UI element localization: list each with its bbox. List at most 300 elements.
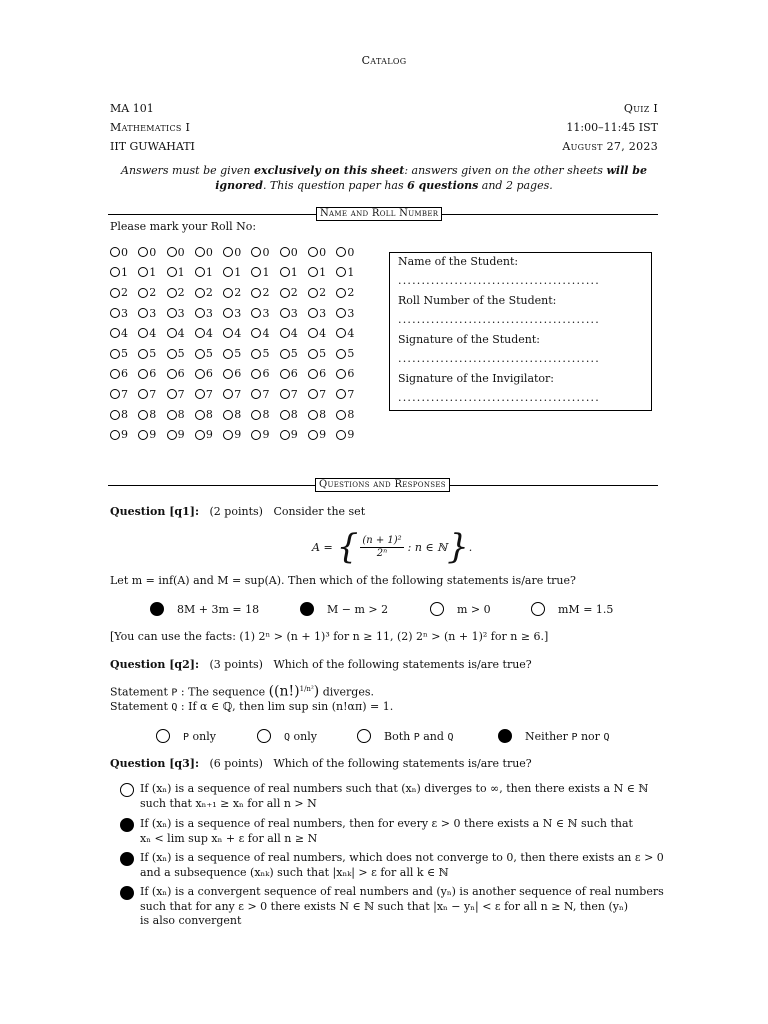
roll-bubble-circle[interactable] (138, 410, 148, 420)
roll-number-field[interactable]: ........................................... (398, 313, 600, 326)
roll-bubble-circle[interactable] (280, 308, 290, 318)
quiz-time: 11:00–11:45 IST (566, 121, 658, 134)
roll-bubble-circle[interactable] (251, 288, 261, 298)
q3-option-3[interactable] (120, 851, 665, 880)
q1-option-1-label: 8M + 3m = 18 (177, 602, 260, 616)
roll-bubble-col2-digit-1[interactable] (138, 266, 166, 279)
roll-bubble-circle[interactable] (167, 430, 177, 440)
q2-p-expr: ((n!) (268, 683, 300, 700)
q2-option-3[interactable] (357, 729, 453, 743)
roll-bubble-col4-digit-4[interactable] (195, 327, 223, 340)
q2-option-1-bubble[interactable] (156, 729, 170, 743)
roll-bubble-circle[interactable] (110, 308, 120, 318)
roll-bubble-col3-digit-9[interactable] (167, 428, 195, 441)
roll-bubble-col3-digit-3[interactable] (167, 307, 195, 320)
roll-bubble-col4-digit-6[interactable] (195, 367, 223, 380)
roll-bubble-col9-digit-8[interactable] (336, 408, 364, 421)
roll-bubble-col2-digit-4[interactable] (138, 327, 166, 340)
roll-bubble-circle[interactable] (280, 267, 290, 277)
roll-bubble-digit: 6 (205, 367, 213, 381)
roll-bubble-col5-digit-4[interactable] (223, 327, 251, 340)
roll-bubble-circle[interactable] (280, 410, 290, 420)
roll-bubble-col7-digit-6[interactable] (280, 367, 308, 380)
roll-bubble-circle[interactable] (195, 389, 205, 399)
roll-bubble-circle[interactable] (280, 247, 290, 257)
roll-bubble-circle[interactable] (167, 410, 177, 420)
roll-bubble-circle[interactable] (223, 288, 233, 298)
roll-bubble-circle[interactable] (280, 369, 290, 379)
q3-option-4-line-3: is also convergent (140, 914, 242, 927)
course-name: Mathematics I (110, 121, 191, 134)
roll-bubble-circle[interactable] (138, 369, 148, 379)
roll-bubble-circle[interactable] (110, 288, 120, 298)
roll-bubble-col3-digit-1[interactable] (167, 266, 195, 279)
roll-bubble-col8-digit-9[interactable] (308, 428, 336, 441)
q2-q-label: Statement (110, 700, 172, 713)
roll-bubble-circle[interactable] (308, 410, 318, 420)
roll-bubble-circle[interactable] (336, 349, 346, 359)
roll-bubble-digit: 1 (262, 265, 270, 279)
roll-bubble-circle[interactable] (251, 328, 261, 338)
roll-bubble-col9-digit-4[interactable] (336, 327, 364, 340)
roll-bubble-col2-digit-7[interactable] (138, 388, 166, 401)
roll-bubble-col1-digit-7[interactable] (110, 388, 138, 401)
q3-option-3-bubble[interactable] (120, 852, 134, 866)
student-name-field[interactable]: ........................................... (398, 274, 600, 287)
roll-bubble-col4-digit-5[interactable] (195, 347, 223, 360)
roll-bubble-circle[interactable] (110, 430, 120, 440)
roll-bubble-col4-digit-3[interactable] (195, 307, 223, 320)
q3-option-2-bubble[interactable] (120, 818, 134, 832)
roll-bubble-circle[interactable] (138, 247, 148, 257)
roll-bubble-circle[interactable] (308, 349, 318, 359)
roll-bubble-col6-digit-4[interactable] (251, 327, 279, 340)
q2-option-1-text: only (189, 729, 216, 743)
roll-bubble-col3-digit-8[interactable] (167, 408, 195, 421)
roll-bubble-circle[interactable] (308, 389, 318, 399)
section-label-questions: Questions and Responses (315, 478, 450, 492)
roll-bubble-circle[interactable] (167, 308, 177, 318)
q1-prompt: Consider the set (273, 505, 366, 518)
roll-bubble-col9-digit-7[interactable] (336, 388, 364, 401)
roll-bubble-circle[interactable] (251, 308, 261, 318)
roll-bubble-circle[interactable] (336, 389, 346, 399)
roll-bubble-digit: 5 (234, 347, 242, 361)
roll-bubble-circle[interactable] (280, 328, 290, 338)
roll-bubble-circle[interactable] (167, 247, 177, 257)
roll-bubble-circle[interactable] (110, 389, 120, 399)
q1-fraction (360, 535, 403, 560)
roll-bubble-circle[interactable] (308, 288, 318, 298)
roll-bubble-digit: 1 (177, 265, 185, 279)
roll-bubble-col6-digit-8[interactable] (251, 408, 279, 421)
roll-bubble-digit: 7 (234, 387, 242, 401)
q3-option-2-line-2: xₙ < lim sup xₙ + ε for all n ≥ N (140, 831, 318, 845)
roll-bubble-col9-digit-3[interactable] (336, 307, 364, 320)
roll-row-8 (110, 404, 365, 424)
roll-bubble-col8-digit-2[interactable] (308, 286, 336, 299)
q1-option-4[interactable] (531, 602, 613, 616)
roll-bubble-col1-digit-5[interactable] (110, 347, 138, 360)
roll-bubble-col3-digit-0[interactable] (167, 246, 195, 259)
roll-bubble-circle[interactable] (138, 430, 148, 440)
roll-bubble-digit: 0 (290, 245, 298, 259)
roll-bubble-digit: 4 (234, 326, 242, 340)
roll-bubble-circle[interactable] (167, 369, 177, 379)
roll-bubble-digit: 1 (234, 265, 242, 279)
roll-bubble-circle[interactable] (336, 267, 346, 277)
roll-bubble-digit: 9 (177, 428, 185, 442)
roll-bubble-circle[interactable] (223, 369, 233, 379)
roll-bubble-col5-digit-1[interactable] (223, 266, 251, 279)
roll-bubble-circle[interactable] (223, 410, 233, 420)
roll-bubble-digit: 8 (205, 408, 213, 422)
q2-option-2-bubble[interactable] (257, 729, 271, 743)
roll-bubble-circle[interactable] (308, 308, 318, 318)
roll-bubble-digit: 2 (177, 286, 185, 300)
q1-option-2[interactable] (300, 602, 388, 616)
roll-bubble-circle[interactable] (251, 430, 261, 440)
roll-bubble-digit: 2 (319, 286, 327, 300)
q1-option-4-bubble[interactable] (531, 602, 545, 616)
roll-bubble-circle[interactable] (110, 349, 120, 359)
q2-option-1-label (183, 730, 216, 743)
roll-bubble-col1-digit-0[interactable] (110, 246, 138, 259)
roll-bubble-circle[interactable] (280, 389, 290, 399)
roll-bubble-circle[interactable] (336, 288, 346, 298)
roll-bubble-col7-digit-0[interactable] (280, 246, 308, 259)
roll-bubble-digit: 8 (121, 408, 128, 422)
q3-option-4-bubble[interactable] (120, 886, 134, 900)
roll-bubble-digit: 4 (262, 326, 270, 340)
q1-option-3[interactable] (430, 602, 491, 616)
roll-bubble-circle[interactable] (336, 369, 346, 379)
roll-bubble-col5-digit-3[interactable] (223, 307, 251, 320)
instr-text-2: : answers given on the other sheets (404, 164, 607, 177)
q2-option-3-bubble[interactable] (357, 729, 371, 743)
roll-bubble-circle[interactable] (223, 247, 233, 257)
roll-bubble-col3-digit-5[interactable] (167, 347, 195, 360)
roll-bubble-col1-digit-2[interactable] (110, 286, 138, 299)
roll-bubble-col2-digit-0[interactable] (138, 246, 166, 259)
roll-bubble-circle[interactable] (336, 247, 346, 257)
roll-bubble-col4-digit-2[interactable] (195, 286, 223, 299)
roll-bubble-circle[interactable] (280, 430, 290, 440)
q2-option-2[interactable] (257, 729, 317, 743)
catalog-title: Catalog (361, 54, 407, 67)
roll-bubble-col7-digit-8[interactable] (280, 408, 308, 421)
roll-bubble-circle[interactable] (167, 267, 177, 277)
roll-bubble-circle[interactable] (223, 267, 233, 277)
roll-bubble-circle[interactable] (336, 308, 346, 318)
roll-bubble-col3-digit-2[interactable] (167, 286, 195, 299)
roll-bubble-col4-digit-0[interactable] (195, 246, 223, 259)
roll-bubble-circle[interactable] (138, 389, 148, 399)
roll-bubble-circle[interactable] (195, 328, 205, 338)
roll-bubble-circle[interactable] (251, 389, 261, 399)
roll-bubble-col4-digit-1[interactable] (195, 266, 223, 279)
roll-bubble-digit: 5 (319, 347, 327, 361)
roll-bubble-digit: 2 (205, 286, 213, 300)
roll-prompt: Please mark your Roll No: (110, 220, 257, 233)
roll-bubble-digit: 6 (234, 367, 242, 381)
roll-row-2 (110, 283, 365, 303)
roll-bubble-digit: 0 (177, 245, 185, 259)
roll-bubble-col2-digit-9[interactable] (138, 428, 166, 441)
roll-bubble-circle[interactable] (308, 328, 318, 338)
roll-bubble-col3-digit-4[interactable] (167, 327, 195, 340)
roll-bubble-col8-digit-5[interactable] (308, 347, 336, 360)
roll-bubble-col4-digit-7[interactable] (195, 388, 223, 401)
roll-bubble-col9-digit-0[interactable] (336, 246, 364, 259)
student-signature-field[interactable]: ........................................... (398, 352, 600, 365)
roll-bubble-digit: 3 (121, 306, 128, 320)
roll-bubble-col2-digit-5[interactable] (138, 347, 166, 360)
roll-bubble-digit: 7 (149, 387, 157, 401)
roll-bubble-col7-digit-2[interactable] (280, 286, 308, 299)
roll-bubble-circle[interactable] (167, 389, 177, 399)
q2-option-3-symbol-2: Q (447, 731, 454, 743)
roll-bubble-circle[interactable] (251, 267, 261, 277)
roll-bubble-col1-digit-3[interactable] (110, 307, 138, 320)
roll-bubble-circle[interactable] (195, 308, 205, 318)
roll-bubble-circle[interactable] (336, 430, 346, 440)
q3-option-3-text (140, 851, 664, 880)
roll-bubble-col4-digit-9[interactable] (195, 428, 223, 441)
roll-bubble-digit: 2 (290, 286, 298, 300)
roll-bubble-circle[interactable] (110, 410, 120, 420)
q2-option-1[interactable] (156, 729, 216, 743)
roll-bubble-circle[interactable] (110, 369, 120, 379)
roll-bubble-digit: 2 (347, 286, 355, 300)
roll-bubble-digit: 5 (177, 347, 185, 361)
q3-option-3-line-2: and a subsequence (xₙₖ) such that |xₙₖ| > ε for all k ∈ ℕ (140, 865, 449, 879)
roll-bubble-circle[interactable] (251, 369, 261, 379)
roll-bubble-circle[interactable] (280, 288, 290, 298)
course-info (110, 99, 195, 156)
roll-bubble-col8-digit-0[interactable] (308, 246, 336, 259)
roll-bubble-digit: 9 (347, 428, 355, 442)
roll-number-label: Roll Number of the Student: (398, 294, 557, 307)
roll-bubble-col7-digit-3[interactable] (280, 307, 308, 320)
roll-bubble-digit: 3 (262, 306, 270, 320)
q3-option-3-line-1: If (xₙ) is a sequence of real numbers, which does not converge to 0, then there exists an ε > 0 (140, 851, 664, 864)
roll-bubble-circle[interactable] (251, 410, 261, 420)
roll-bubble-col4-digit-8[interactable] (195, 408, 223, 421)
roll-bubble-col5-digit-6[interactable] (223, 367, 251, 380)
roll-bubble-digit: 3 (149, 306, 157, 320)
roll-bubble-col1-digit-1[interactable] (110, 266, 138, 279)
q1-option-1-bubble[interactable] (150, 602, 164, 616)
roll-bubble-col6-digit-6[interactable] (251, 367, 279, 380)
instr-text-1: Answers must be given (121, 164, 255, 177)
roll-bubble-col9-digit-5[interactable] (336, 347, 364, 360)
roll-bubble-col2-digit-8[interactable] (138, 408, 166, 421)
q1-hint: [You can use the facts: (1) 2ⁿ > (n + 1)³ for n ≥ 11, (2) 2ⁿ > (n + 1)² for n ≥ 6.] (110, 630, 549, 643)
roll-bubble-circle[interactable] (308, 267, 318, 277)
roll-bubble-col2-digit-3[interactable] (138, 307, 166, 320)
roll-bubble-col7-digit-9[interactable] (280, 428, 308, 441)
roll-bubble-col3-digit-7[interactable] (167, 388, 195, 401)
roll-bubble-digit: 8 (290, 408, 298, 422)
roll-bubble-digit: 0 (205, 245, 213, 259)
q1-option-3-bubble[interactable] (430, 602, 444, 616)
roll-bubble-col6-digit-0[interactable] (251, 246, 279, 259)
q2-p-text: : The sequence (177, 685, 269, 699)
roll-bubble-col8-digit-4[interactable] (308, 327, 336, 340)
instructions (108, 163, 660, 193)
roll-bubble-digit: 2 (149, 286, 157, 300)
roll-row-0 (110, 242, 365, 262)
roll-bubble-digit: 1 (205, 265, 213, 279)
roll-bubble-col1-digit-6[interactable] (110, 367, 138, 380)
institute-name: IIT GUWAHATI (110, 140, 195, 153)
roll-bubble-digit: 3 (177, 306, 185, 320)
roll-bubble-circle[interactable] (336, 410, 346, 420)
q3-option-1-bubble[interactable] (120, 783, 134, 797)
roll-bubble-circle[interactable] (138, 267, 148, 277)
roll-bubble-col1-digit-8[interactable] (110, 408, 138, 421)
invigilator-signature-label: Signature of the Invigilator: (398, 372, 555, 385)
roll-bubble-col8-digit-6[interactable] (308, 367, 336, 380)
roll-bubble-circle[interactable] (223, 308, 233, 318)
q3-option-1-text (140, 782, 648, 811)
roll-bubble-col5-digit-7[interactable] (223, 388, 251, 401)
roll-bubble-circle[interactable] (138, 288, 148, 298)
roll-bubble-circle[interactable] (110, 247, 120, 257)
roll-bubble-circle[interactable] (336, 328, 346, 338)
roll-bubble-col5-digit-8[interactable] (223, 408, 251, 421)
roll-bubble-col2-digit-6[interactable] (138, 367, 166, 380)
roll-bubble-circle[interactable] (223, 349, 233, 359)
roll-bubble-circle[interactable] (138, 308, 148, 318)
roll-row-7 (110, 384, 365, 404)
roll-bubble-col7-digit-7[interactable] (280, 388, 308, 401)
roll-bubble-col5-digit-0[interactable] (223, 246, 251, 259)
roll-bubble-col6-digit-9[interactable] (251, 428, 279, 441)
q3-option-1[interactable] (120, 782, 665, 811)
roll-bubble-circle[interactable] (308, 247, 318, 257)
roll-bubble-digit: 6 (319, 367, 327, 381)
roll-bubble-col8-digit-3[interactable] (308, 307, 336, 320)
roll-bubble-col1-digit-9[interactable] (110, 428, 138, 441)
roll-bubble-circle[interactable] (251, 349, 261, 359)
roll-bubble-circle[interactable] (195, 369, 205, 379)
roll-bubble-circle[interactable] (167, 328, 177, 338)
q1-option-2-bubble[interactable] (300, 602, 314, 616)
roll-bubble-digit: 6 (262, 367, 270, 381)
roll-bubble-col8-digit-8[interactable] (308, 408, 336, 421)
roll-bubble-col9-digit-1[interactable] (336, 266, 364, 279)
invigilator-signature-field[interactable]: ........................................... (398, 391, 600, 404)
roll-bubble-col5-digit-2[interactable] (223, 286, 251, 299)
q3-option-2-text (140, 817, 633, 846)
roll-bubble-digit: 8 (177, 408, 185, 422)
roll-bubble-col9-digit-9[interactable] (336, 428, 364, 441)
roll-bubble-circle[interactable] (110, 267, 120, 277)
q2-p-label: Statement (110, 685, 172, 699)
roll-bubble-circle[interactable] (195, 247, 205, 257)
roll-bubble-circle[interactable] (167, 288, 177, 298)
roll-bubble-circle[interactable] (223, 328, 233, 338)
roll-bubble-circle[interactable] (280, 349, 290, 359)
roll-bubble-circle[interactable] (195, 267, 205, 277)
roll-bubble-digit: 3 (319, 306, 327, 320)
roll-bubble-circle[interactable] (167, 349, 177, 359)
roll-row-3 (110, 303, 365, 323)
roll-bubble-circle[interactable] (195, 288, 205, 298)
roll-bubble-col2-digit-2[interactable] (138, 286, 166, 299)
roll-bubble-col7-digit-5[interactable] (280, 347, 308, 360)
student-info-box (389, 252, 652, 411)
q1-option-2-label: M − m > 2 (327, 602, 389, 616)
roll-bubble-col3-digit-6[interactable] (167, 367, 195, 380)
roll-bubble-digit: 2 (262, 286, 270, 300)
roll-bubble-col1-digit-4[interactable] (110, 327, 138, 340)
roll-bubble-col6-digit-3[interactable] (251, 307, 279, 320)
roll-bubble-digit: 5 (205, 347, 213, 361)
q2-option-4[interactable] (498, 729, 609, 743)
roll-bubble-digit: 5 (121, 347, 128, 361)
roll-bubble-circle[interactable] (308, 369, 318, 379)
roll-bubble-col9-digit-6[interactable] (336, 367, 364, 380)
roll-number-grid (110, 242, 365, 445)
quiz-info (450, 99, 658, 156)
roll-bubble-digit: 4 (347, 326, 355, 340)
roll-bubble-digit: 9 (319, 428, 327, 442)
roll-bubble-col8-digit-1[interactable] (308, 266, 336, 279)
q1-points: (2 points) (209, 505, 263, 518)
roll-bubble-circle[interactable] (195, 410, 205, 420)
q2-option-2-symbol: Q (284, 731, 291, 743)
roll-bubble-circle[interactable] (251, 247, 261, 257)
roll-bubble-col6-digit-7[interactable] (251, 388, 279, 401)
q1-set-lhs: A = (312, 540, 333, 554)
roll-bubble-circle[interactable] (195, 430, 205, 440)
roll-bubble-col9-digit-2[interactable] (336, 286, 364, 299)
roll-bubble-col5-digit-5[interactable] (223, 347, 251, 360)
q3-option-1-line-1: If (xₙ) is a sequence of real numbers such that (xₙ) diverges to ∞, then there exists a N ∈ ℕ (140, 782, 649, 795)
roll-bubble-col5-digit-9[interactable] (223, 428, 251, 441)
roll-bubble-circle[interactable] (138, 349, 148, 359)
roll-bubble-col6-digit-2[interactable] (251, 286, 279, 299)
roll-bubble-circle[interactable] (195, 349, 205, 359)
q3-option-4-line-1: If (xₙ) is a convergent sequence of real numbers and (yₙ) is another sequence of real numbers (140, 885, 664, 898)
roll-bubble-col6-digit-1[interactable] (251, 266, 279, 279)
q3-option-4[interactable] (120, 885, 665, 929)
roll-bubble-col7-digit-4[interactable] (280, 327, 308, 340)
roll-bubble-circle[interactable] (223, 430, 233, 440)
roll-bubble-col6-digit-5[interactable] (251, 347, 279, 360)
roll-bubble-digit: 4 (290, 326, 298, 340)
q1-option-1[interactable] (150, 602, 259, 616)
q2-option-4-bubble[interactable] (498, 729, 512, 743)
instr-text-3: . This question paper has (262, 179, 408, 192)
roll-bubble-col7-digit-1[interactable] (280, 266, 308, 279)
q2-statement-q (110, 700, 393, 713)
roll-bubble-digit: 4 (177, 326, 185, 340)
roll-bubble-circle[interactable] (138, 328, 148, 338)
roll-bubble-circle[interactable] (223, 389, 233, 399)
q3-option-2[interactable] (120, 817, 665, 846)
roll-bubble-circle[interactable] (308, 430, 318, 440)
roll-row-9 (110, 425, 365, 445)
q2-prompt: Which of the following statements is/are true? (273, 658, 532, 671)
roll-bubble-col8-digit-7[interactable] (308, 388, 336, 401)
roll-bubble-circle[interactable] (110, 328, 120, 338)
roll-bubble-digit: 5 (347, 347, 355, 361)
q1-denominator: 2ⁿ (376, 547, 388, 559)
